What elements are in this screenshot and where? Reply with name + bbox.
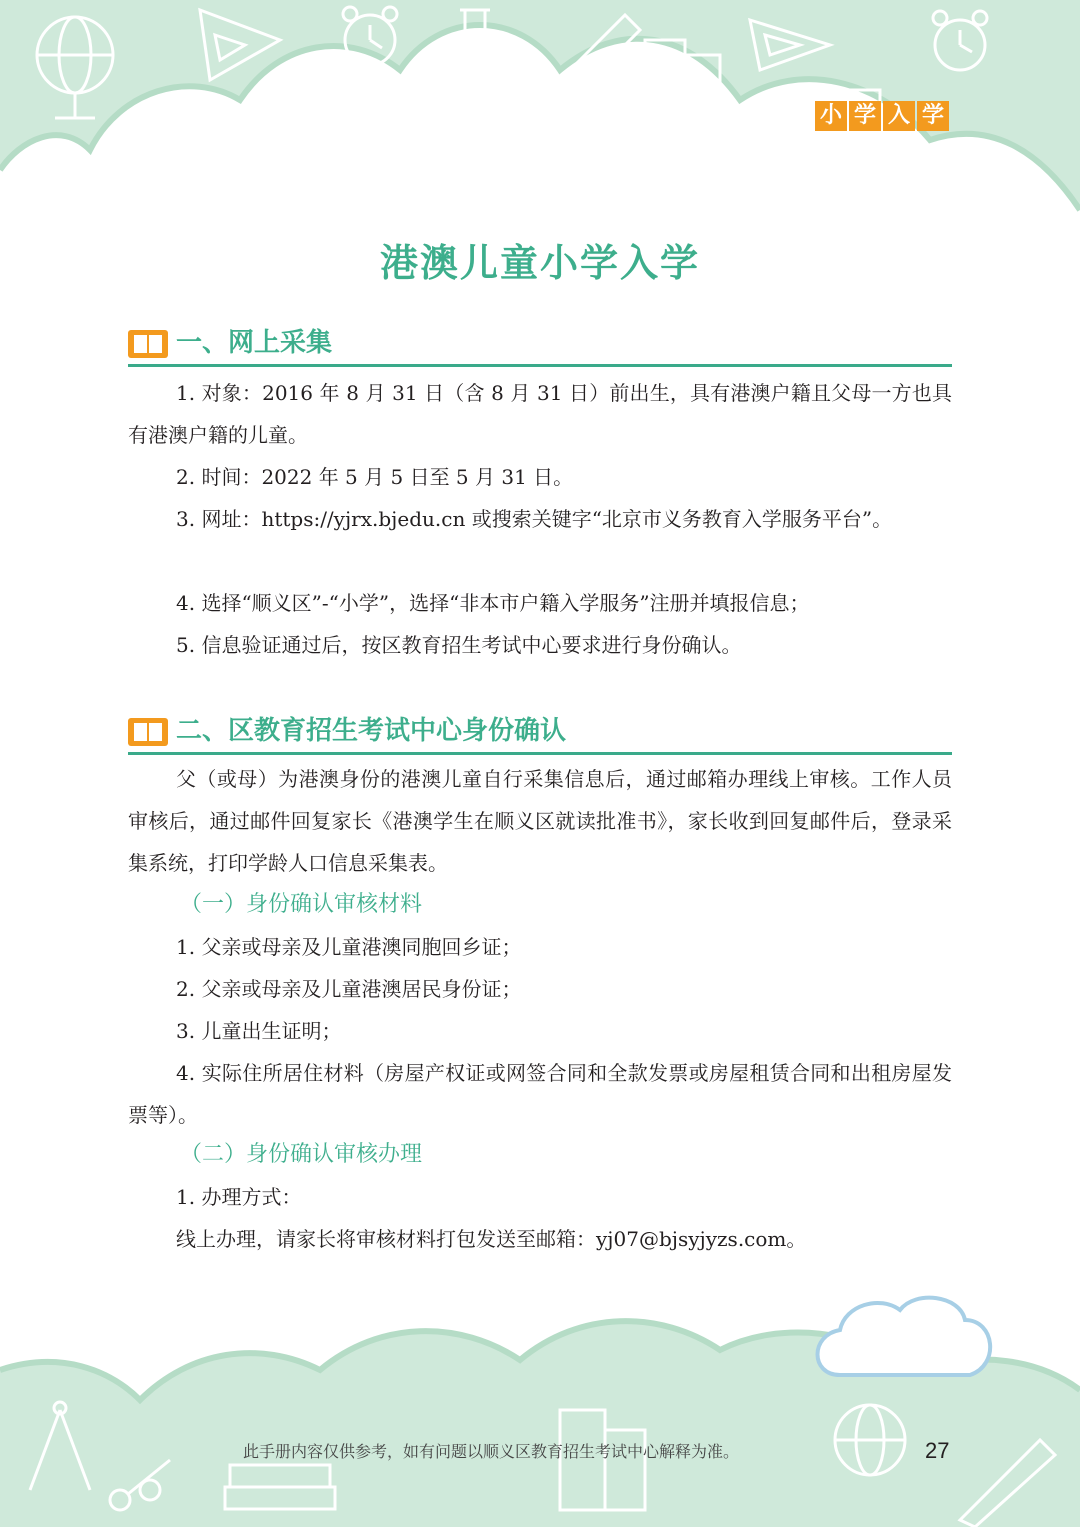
page-title: 港澳儿童小学入学 bbox=[379, 241, 700, 285]
section-heading-text: 二、区教育招生考试中心身份确认 bbox=[176, 716, 567, 746]
list-item: 1. 父亲或母亲及儿童港澳同胞回乡证； bbox=[176, 935, 522, 959]
category-badge bbox=[815, 101, 949, 131]
badge-char-3: 入 bbox=[883, 101, 915, 131]
books-icon bbox=[645, 40, 720, 130]
paragraph-website: 3. 网址：https://yjrx.bjedu.cn 或搜索关键字“北京市义务教育入学服务平台”。 bbox=[176, 507, 893, 531]
footer-disclaimer: 此手册内容仅供参考，如有问题以顺义区教育招生考试中心解释为准。 bbox=[243, 1442, 740, 1461]
paragraph-verify: 5. 信息验证通过后，按区教育招生考试中心要求进行身份确认。 bbox=[176, 633, 742, 657]
cloud-icon bbox=[818, 1298, 991, 1375]
section-heading-text: 一、网上采集 bbox=[176, 328, 333, 358]
subheading-handling: （二）身份确认审核办理 bbox=[180, 1142, 423, 1167]
paragraph-target: 1. 对象：2016 年 8 月 31 日（含 8 月 31 日）前出生，具有港澳户籍且父母一方也具有港澳户籍的儿童。 bbox=[128, 381, 952, 447]
paragraph-time: 2. 时间：2022 年 5 月 5 日至 5 月 31 日。 bbox=[176, 465, 574, 489]
paragraph-method: 1. 办理方式： bbox=[176, 1185, 302, 1209]
open-book-icon bbox=[128, 714, 168, 748]
badge-char-1: 小 bbox=[815, 101, 847, 131]
paragraph-intro: 父（或母）为港澳身份的港澳儿童自行采集信息后，通过邮箱办理线上审核。工作人员审核后，通过邮件回复家长《港澳学生在顺义区就读批准书》，家长收到回复邮件后，登录采集系统，打印学龄人口信息采集表。 bbox=[128, 767, 952, 875]
badge-char-2: 学 bbox=[849, 101, 881, 131]
section-heading-online-collection bbox=[128, 324, 952, 367]
list-item: 4. 实际住所居住材料（房屋产权证或网签合同和全款发票或房屋租赁合同和出租房屋发票等）。 bbox=[128, 1061, 952, 1127]
list-item: 3. 儿童出生证明； bbox=[176, 1019, 342, 1043]
paragraph-select: 4. 选择“顺义区”-“小学”，选择“非本市户籍入学服务”注册并填报信息； bbox=[176, 591, 810, 615]
list-item: 2. 父亲或母亲及儿童港澳居民身份证； bbox=[176, 977, 522, 1001]
paragraph-email: 线上办理，请家长将审核材料打包发送至邮箱：yj07@bjsyjyzs.com。 bbox=[176, 1227, 807, 1251]
page-number: 27 bbox=[925, 1438, 950, 1463]
badge-char-4: 学 bbox=[917, 101, 949, 131]
bottom-decorative-band bbox=[0, 1290, 1080, 1527]
open-book-icon bbox=[128, 326, 168, 360]
subheading-materials: （一）身份确认审核材料 bbox=[180, 892, 423, 917]
section-heading-identity-confirmation bbox=[128, 712, 952, 755]
